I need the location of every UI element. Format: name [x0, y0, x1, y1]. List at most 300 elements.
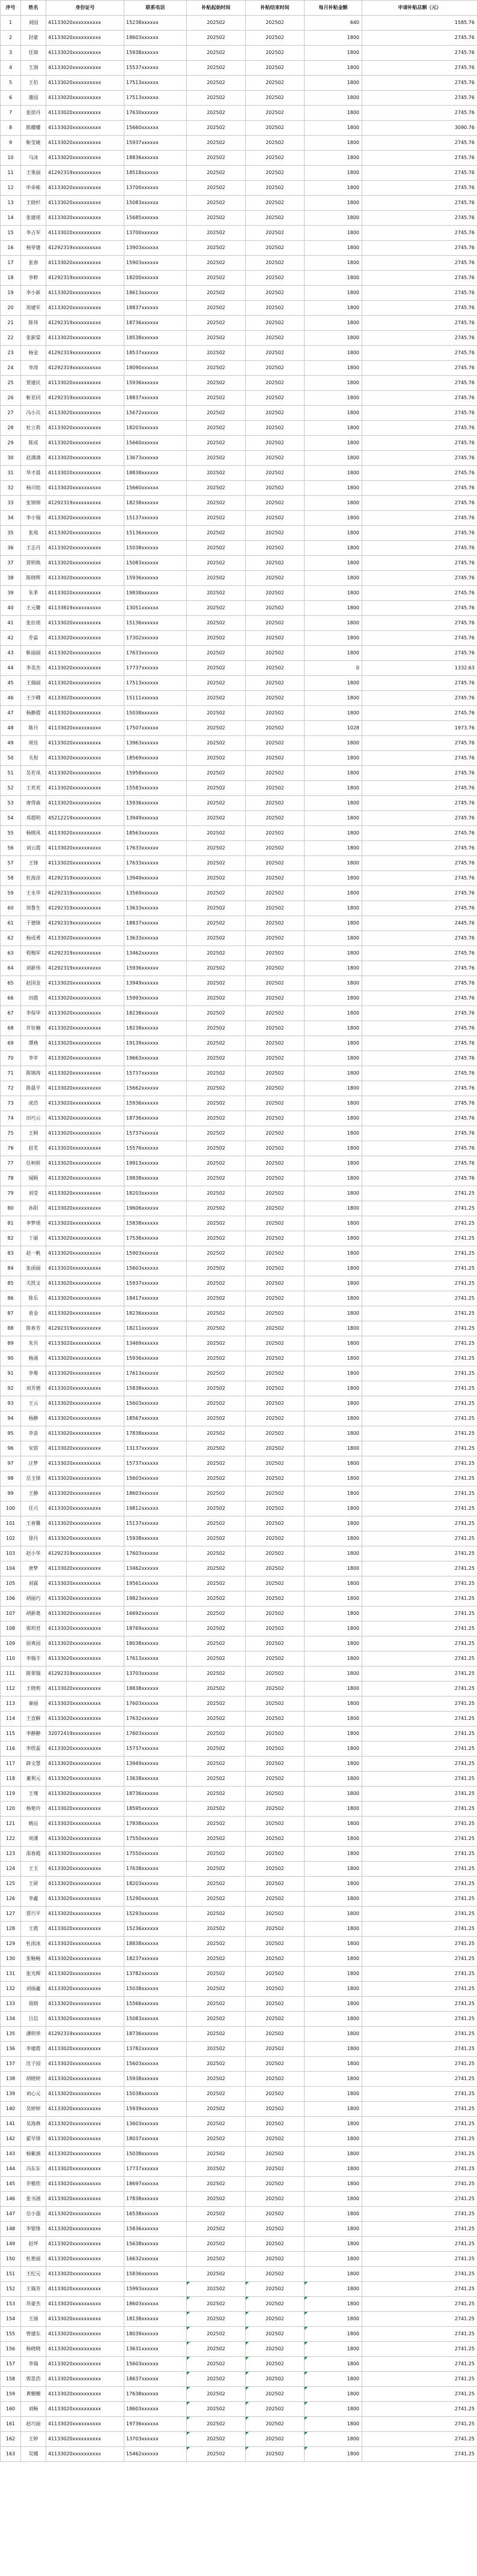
row-id-number: 41133020xxxxxxxxxx: [46, 766, 124, 781]
row-start: 202502: [187, 2447, 246, 2462]
row-start: 202502: [187, 766, 246, 781]
row-name: 王直解: [21, 1712, 46, 1727]
row-monthly: 1800: [305, 1697, 362, 1712]
row-monthly: 1800: [305, 2432, 362, 2447]
row-index: 102: [1, 1531, 21, 1546]
row-index: 87: [1, 1306, 21, 1321]
row-phone: 17507xxxxxx: [124, 721, 187, 736]
row-phone: 17633xxxxxx: [124, 646, 187, 661]
row-phone: 19838xxxxxx: [124, 586, 187, 601]
row-end: 202502: [246, 1817, 305, 1832]
row-id-number: 41133020xxxxxxxxxx: [46, 1381, 124, 1396]
row-phone: 15083xxxxxx: [124, 556, 187, 571]
row-id-number: 41133020xxxxxxxxxx: [46, 196, 124, 211]
row-monthly: 1800: [305, 1096, 362, 1111]
table-row: [1, 946, 477, 961]
row-name: 杨艳玲: [21, 1802, 46, 1817]
row-id-number: 41133020xxxxxxxxxx: [46, 1516, 124, 1531]
row-index: 152: [1, 2282, 21, 2297]
row-name: 沈子园: [21, 2057, 46, 2072]
row-end: 202502: [246, 571, 305, 586]
row-index: 154: [1, 2312, 21, 2327]
row-end: 202502: [246, 766, 305, 781]
row-id-number: 41133020xxxxxxxxxx: [46, 2057, 124, 2072]
row-end: 202502: [246, 871, 305, 886]
row-total: 2741.25: [362, 1231, 477, 1246]
row-name: 李瑞: [21, 2357, 46, 2372]
row-start: 202502: [187, 1501, 246, 1516]
row-monthly: 1800: [305, 1291, 362, 1306]
table-row: [1, 1847, 477, 1862]
row-start: 202502: [187, 2417, 246, 2432]
row-start: 202502: [187, 1276, 246, 1291]
row-name: 屈爽园: [21, 1636, 46, 1651]
row-end: 202502: [246, 1126, 305, 1141]
row-total: 2741.25: [362, 2297, 477, 2312]
row-monthly: 1800: [305, 1591, 362, 1606]
row-name: 杜立荷: [21, 421, 46, 436]
row-phone: 19561xxxxxx: [124, 1576, 187, 1591]
row-phone: 15685xxxxxx: [124, 211, 187, 226]
row-id-number: 41133020xxxxxxxxxx: [46, 1426, 124, 1441]
row-total: 2741.25: [362, 1471, 477, 1486]
row-id-number: 41133020xxxxxxxxxx: [46, 2162, 124, 2177]
row-index: 94: [1, 1411, 21, 1426]
row-index: 119: [1, 1787, 21, 1802]
header-row: [1, 1, 477, 16]
row-start: 202502: [187, 1561, 246, 1576]
row-total: 2741.25: [362, 1546, 477, 1561]
row-end: 202502: [246, 1877, 305, 1892]
row-monthly: 1800: [305, 616, 362, 631]
row-name: 秦丽: [21, 1697, 46, 1712]
row-index: 66: [1, 991, 21, 1006]
row-id-number: 41133020xxxxxxxxxx: [46, 1757, 124, 1772]
table-row: [1, 976, 477, 991]
row-index: 95: [1, 1426, 21, 1441]
row-index: 131: [1, 1967, 21, 1982]
table-row: [1, 796, 477, 811]
row-name: 陈丹: [21, 721, 46, 736]
row-index: 105: [1, 1576, 21, 1591]
row-monthly: 1800: [305, 2237, 362, 2252]
row-total: 2745.76: [362, 451, 477, 466]
row-id-number: 41292319xxxxxxxxxx: [46, 916, 124, 931]
row-name: 杜雨冰: [21, 1937, 46, 1952]
row-end: 202502: [246, 1787, 305, 1802]
row-start: 202502: [187, 1591, 246, 1606]
row-monthly: 1800: [305, 2372, 362, 2387]
row-monthly: 1800: [305, 1126, 362, 1141]
row-name: 岳小强: [21, 2207, 46, 2222]
table-row: [1, 46, 477, 61]
row-name: 陈锦涛: [21, 1066, 46, 1081]
row-id-number: 41133020xxxxxxxxxx: [46, 1697, 124, 1712]
row-id-number: 41133020xxxxxxxxxx: [46, 1456, 124, 1471]
row-index: 15: [1, 226, 21, 241]
row-start: 202502: [187, 316, 246, 331]
row-phone: 15936xxxxxx: [124, 376, 187, 391]
row-monthly: 1800: [305, 841, 362, 856]
table-row: [1, 1126, 477, 1141]
row-index: 135: [1, 2027, 21, 2042]
row-end: 202502: [246, 1456, 305, 1471]
table-row: [1, 2132, 477, 2147]
row-id-number: 41133020xxxxxxxxxx: [46, 721, 124, 736]
table-row: [1, 2057, 477, 2072]
row-end: 202502: [246, 2237, 305, 2252]
table-row: [1, 916, 477, 931]
row-end: 202502: [246, 1096, 305, 1111]
table-row: [1, 1246, 477, 1261]
table-row: [1, 1621, 477, 1636]
row-monthly: 1800: [305, 1982, 362, 1997]
row-total: 2745.76: [362, 631, 477, 646]
row-id-number: 41133020xxxxxxxxxx: [46, 1787, 124, 1802]
row-phone: 17737xxxxxx: [124, 2162, 187, 2177]
table-row: [1, 1081, 477, 1096]
row-id-number: 41133819xxxxxxxxxx: [46, 601, 124, 616]
row-name: 李银锋: [21, 2222, 46, 2237]
table-row: [1, 2087, 477, 2102]
row-index: 62: [1, 931, 21, 946]
row-monthly: 1800: [305, 1246, 362, 1261]
row-phone: 15038xxxxxx: [124, 541, 187, 556]
row-end: 202502: [246, 541, 305, 556]
row-id-number: 41133020xxxxxxxxxx: [46, 2417, 124, 2432]
row-index: 32: [1, 481, 21, 496]
row-total: 2745.76: [362, 31, 477, 46]
row-id-number: 41133020xxxxxxxxxx: [46, 136, 124, 151]
row-total: 2741.25: [362, 1907, 477, 1922]
row-index: 6: [1, 91, 21, 106]
row-end: 202502: [246, 1907, 305, 1922]
row-end: 202502: [246, 2282, 305, 2297]
row-end: 202502: [246, 796, 305, 811]
table-row: [1, 1651, 477, 1667]
row-id-number: 41133020xxxxxxxxxx: [46, 46, 124, 61]
table-row: [1, 1051, 477, 1066]
row-id-number: 41133020xxxxxxxxxx: [46, 1606, 124, 1621]
row-phone: 17638xxxxxx: [124, 1862, 187, 1877]
row-end: 202502: [246, 1982, 305, 1997]
row-id-number: 41133020xxxxxxxxxx: [46, 1531, 124, 1546]
table-row: [1, 2042, 477, 2057]
table-row: [1, 931, 477, 946]
row-end: 202502: [246, 121, 305, 136]
row-name: 刘云霞: [21, 841, 46, 856]
row-index: 115: [1, 1727, 21, 1742]
row-name: 翟早锋: [21, 2132, 46, 2147]
row-total: 2745.76: [362, 841, 477, 856]
row-total: 2741.25: [362, 1396, 477, 1411]
row-name: 黄姗姗: [21, 2387, 46, 2402]
row-start: 202502: [187, 736, 246, 751]
row-phone: 17513xxxxxx: [124, 91, 187, 106]
row-total: 2745.76: [362, 301, 477, 316]
row-monthly: 1800: [305, 961, 362, 976]
row-index: 83: [1, 1246, 21, 1261]
row-name: 苏豪杰: [21, 2297, 46, 2312]
row-phone: 15293xxxxxx: [124, 1907, 187, 1922]
header-cell-phone: 联系电话: [124, 1, 187, 16]
row-start: 202502: [187, 1126, 246, 1141]
row-total: 2745.76: [362, 526, 477, 541]
row-total: 2741.25: [362, 2387, 477, 2402]
row-start: 202502: [187, 1351, 246, 1366]
row-start: 202502: [187, 1366, 246, 1381]
row-name: 张光辉: [21, 1967, 46, 1982]
row-monthly: 1800: [305, 976, 362, 991]
row-total: 2741.25: [362, 1186, 477, 1201]
row-end: 202502: [246, 1021, 305, 1036]
row-phone: 15936xxxxxx: [124, 1096, 187, 1111]
table-row: [1, 1682, 477, 1697]
row-start: 202502: [187, 331, 246, 346]
row-id-number: 41133020xxxxxxxxxx: [46, 1877, 124, 1892]
row-start: 202502: [187, 1697, 246, 1712]
row-end: 202502: [246, 691, 305, 706]
row-start: 202502: [187, 466, 246, 481]
row-total: 2741.25: [362, 2117, 477, 2132]
row-start: 202502: [187, 1486, 246, 1501]
table-row: [1, 2147, 477, 2162]
row-monthly: 1800: [305, 1937, 362, 1952]
row-start: 202502: [187, 2207, 246, 2222]
table-row: [1, 1862, 477, 1877]
table-row: [1, 1501, 477, 1516]
row-id-number: 41133020xxxxxxxxxx: [46, 1291, 124, 1306]
row-total: 2745.76: [362, 766, 477, 781]
row-start: 202502: [187, 46, 246, 61]
row-start: 202502: [187, 796, 246, 811]
row-name: 冯东东: [21, 2162, 46, 2177]
row-start: 202502: [187, 1997, 246, 2012]
row-total: 2741.25: [362, 2402, 477, 2417]
row-id-number: 41133020xxxxxxxxxx: [46, 931, 124, 946]
row-total: 2445.76: [362, 916, 477, 931]
row-monthly: 1800: [305, 886, 362, 901]
row-name: 王伯: [21, 76, 46, 91]
row-id-number: 41133020xxxxxxxxxx: [46, 1036, 124, 1051]
row-end: 202502: [246, 1682, 305, 1697]
row-end: 202502: [246, 601, 305, 616]
row-start: 202502: [187, 1396, 246, 1411]
table-row: [1, 2102, 477, 2117]
row-id-number: 41292319xxxxxxxxxx: [46, 346, 124, 361]
table-row: [1, 2237, 477, 2252]
row-index: 98: [1, 1471, 21, 1486]
row-end: 202502: [246, 1516, 305, 1531]
row-phone: 15993xxxxxx: [124, 2282, 187, 2297]
row-monthly: 1800: [305, 421, 362, 436]
row-total: 2741.25: [362, 1576, 477, 1591]
row-phone: 17838xxxxxx: [124, 1817, 187, 1832]
row-phone: 17633xxxxxx: [124, 856, 187, 871]
table-row: [1, 226, 477, 241]
row-index: 143: [1, 2147, 21, 2162]
row-phone: 18595xxxxxx: [124, 1802, 187, 1817]
row-start: 202502: [187, 586, 246, 601]
row-total: 2741.25: [362, 1697, 477, 1712]
row-total: 2745.76: [362, 226, 477, 241]
row-name: 胡丽巧: [21, 1591, 46, 1606]
row-id-number: 41292319xxxxxxxxxx: [46, 241, 124, 256]
table-row: [1, 2342, 477, 2357]
row-name: 赵芜: [21, 1141, 46, 1156]
row-start: 202502: [187, 1832, 246, 1847]
row-monthly: 1800: [305, 211, 362, 226]
row-name: 孙阳: [21, 1201, 46, 1216]
row-total: 2741.25: [362, 2087, 477, 2102]
row-total: 2745.76: [362, 61, 477, 76]
row-phone: 15737xxxxxx: [124, 1126, 187, 1141]
row-phone: 15938xxxxxx: [124, 1531, 187, 1546]
row-start: 202502: [187, 1727, 246, 1742]
row-phone: 19838xxxxxx: [124, 1171, 187, 1186]
row-start: 202502: [187, 166, 246, 181]
row-phone: 17513xxxxxx: [124, 76, 187, 91]
row-start: 202502: [187, 751, 246, 766]
row-start: 202502: [187, 1231, 246, 1246]
row-end: 202502: [246, 1501, 305, 1516]
row-end: 202502: [246, 1261, 305, 1276]
row-monthly: 1800: [305, 1066, 362, 1081]
row-phone: 18537xxxxxx: [124, 346, 187, 361]
row-total: 2741.25: [362, 2372, 477, 2387]
row-phone: 18090xxxxxx: [124, 361, 187, 376]
row-phone: 15838xxxxxx: [124, 1381, 187, 1396]
row-id-number: 41133020xxxxxxxxxx: [46, 976, 124, 991]
row-name: 许钰楠: [21, 1021, 46, 1036]
row-phone: 15083xxxxxx: [124, 2012, 187, 2027]
row-index: 37: [1, 556, 21, 571]
row-end: 202502: [246, 2312, 305, 2327]
row-total: 2745.76: [362, 1156, 477, 1171]
table-row: [1, 241, 477, 256]
row-id-number: 41133020xxxxxxxxxx: [46, 211, 124, 226]
row-name: 田霞: [21, 991, 46, 1006]
row-total: 2745.76: [362, 196, 477, 211]
row-monthly: 1800: [305, 781, 362, 796]
row-end: 202502: [246, 1651, 305, 1667]
row-index: 121: [1, 1817, 21, 1832]
row-monthly: 1800: [305, 1276, 362, 1291]
row-start: 202502: [187, 76, 246, 91]
row-name: 贾建民: [21, 376, 46, 391]
row-name: 陈成: [21, 436, 46, 451]
row-name: 王霞: [21, 1922, 46, 1937]
row-monthly: 1800: [305, 1111, 362, 1126]
table-row: [1, 1156, 477, 1171]
row-id-number: 41133020xxxxxxxxxx: [46, 106, 124, 121]
row-phone: 13137xxxxxx: [124, 1441, 187, 1456]
header-cell-end: 补贴结束时间: [246, 1, 305, 16]
row-monthly: 1800: [305, 46, 362, 61]
row-end: 202502: [246, 511, 305, 526]
row-monthly: 1800: [305, 1892, 362, 1907]
row-index: 7: [1, 106, 21, 121]
row-phone: 13638xxxxxx: [124, 1772, 187, 1787]
row-total: 2745.76: [362, 1141, 477, 1156]
table-row: [1, 1276, 477, 1291]
row-id-number: 41133020xxxxxxxxxx: [46, 2387, 124, 2402]
row-total: 2741.25: [362, 1381, 477, 1396]
row-monthly: 1800: [305, 196, 362, 211]
row-end: 202502: [246, 841, 305, 856]
row-id-number: 41133020xxxxxxxxxx: [46, 571, 124, 586]
row-phone: 18697xxxxxx: [124, 2177, 187, 2192]
row-id-number: 41133020xxxxxxxxxx: [46, 1351, 124, 1366]
row-index: 76: [1, 1141, 21, 1156]
row-monthly: 1800: [305, 1682, 362, 1697]
row-name: 王瑾: [21, 1787, 46, 1802]
row-monthly: 1800: [305, 1727, 362, 1742]
row-end: 202502: [246, 2102, 305, 2117]
row-monthly: 1800: [305, 1561, 362, 1576]
row-monthly: 1800: [305, 1651, 362, 1667]
row-monthly: 1800: [305, 736, 362, 751]
row-id-number: 41133020xxxxxxxxxx: [46, 1802, 124, 1817]
table-row: [1, 421, 477, 436]
row-id-number: 41133020xxxxxxxxxx: [46, 1922, 124, 1937]
row-end: 202502: [246, 2012, 305, 2027]
row-monthly: 1800: [305, 1156, 362, 1171]
row-name: 李建霞: [21, 2042, 46, 2057]
row-end: 202502: [246, 241, 305, 256]
row-id-number: 41133020xxxxxxxxxx: [46, 1156, 124, 1171]
row-start: 202502: [187, 1847, 246, 1862]
table-row: [1, 706, 477, 721]
table-row: [1, 211, 477, 226]
table-row: [1, 1216, 477, 1231]
row-name: 张苑: [21, 526, 46, 541]
row-index: 160: [1, 2402, 21, 2417]
row-phone: 18603xxxxxx: [124, 2297, 187, 2312]
row-start: 202502: [187, 1817, 246, 1832]
row-end: 202502: [246, 2372, 305, 2387]
row-name: 关倪: [21, 751, 46, 766]
row-index: 85: [1, 1276, 21, 1291]
row-phone: 17550xxxxxx: [124, 1847, 187, 1862]
table-row: [1, 376, 477, 391]
table-row: [1, 496, 477, 511]
row-start: 202502: [187, 616, 246, 631]
row-id-number: 41133020xxxxxxxxxx: [46, 2402, 124, 2417]
row-end: 202502: [246, 556, 305, 571]
row-start: 202502: [187, 2327, 246, 2342]
row-id-number: 41133020xxxxxxxxxx: [46, 181, 124, 196]
row-monthly: 1800: [305, 481, 362, 496]
row-end: 202502: [246, 211, 305, 226]
row-name: 陈晓辉: [21, 571, 46, 586]
row-index: 113: [1, 1697, 21, 1712]
row-monthly: 1800: [305, 541, 362, 556]
row-total: 2745.76: [362, 556, 477, 571]
row-total: 2745.76: [362, 1171, 477, 1186]
row-monthly: 1800: [305, 226, 362, 241]
row-start: 202502: [187, 916, 246, 931]
row-start: 202502: [187, 2387, 246, 2402]
row-name: 王欢欢: [21, 781, 46, 796]
row-id-number: 41133020xxxxxxxxxx: [46, 1682, 124, 1697]
table-row: [1, 1531, 477, 1546]
row-name: 李静静: [21, 1727, 46, 1742]
row-name: 赵国金: [21, 976, 46, 991]
row-id-number: 41133020xxxxxxxxxx: [46, 511, 124, 526]
row-total: 2741.25: [362, 1937, 477, 1952]
row-monthly: 1800: [305, 1847, 362, 1862]
